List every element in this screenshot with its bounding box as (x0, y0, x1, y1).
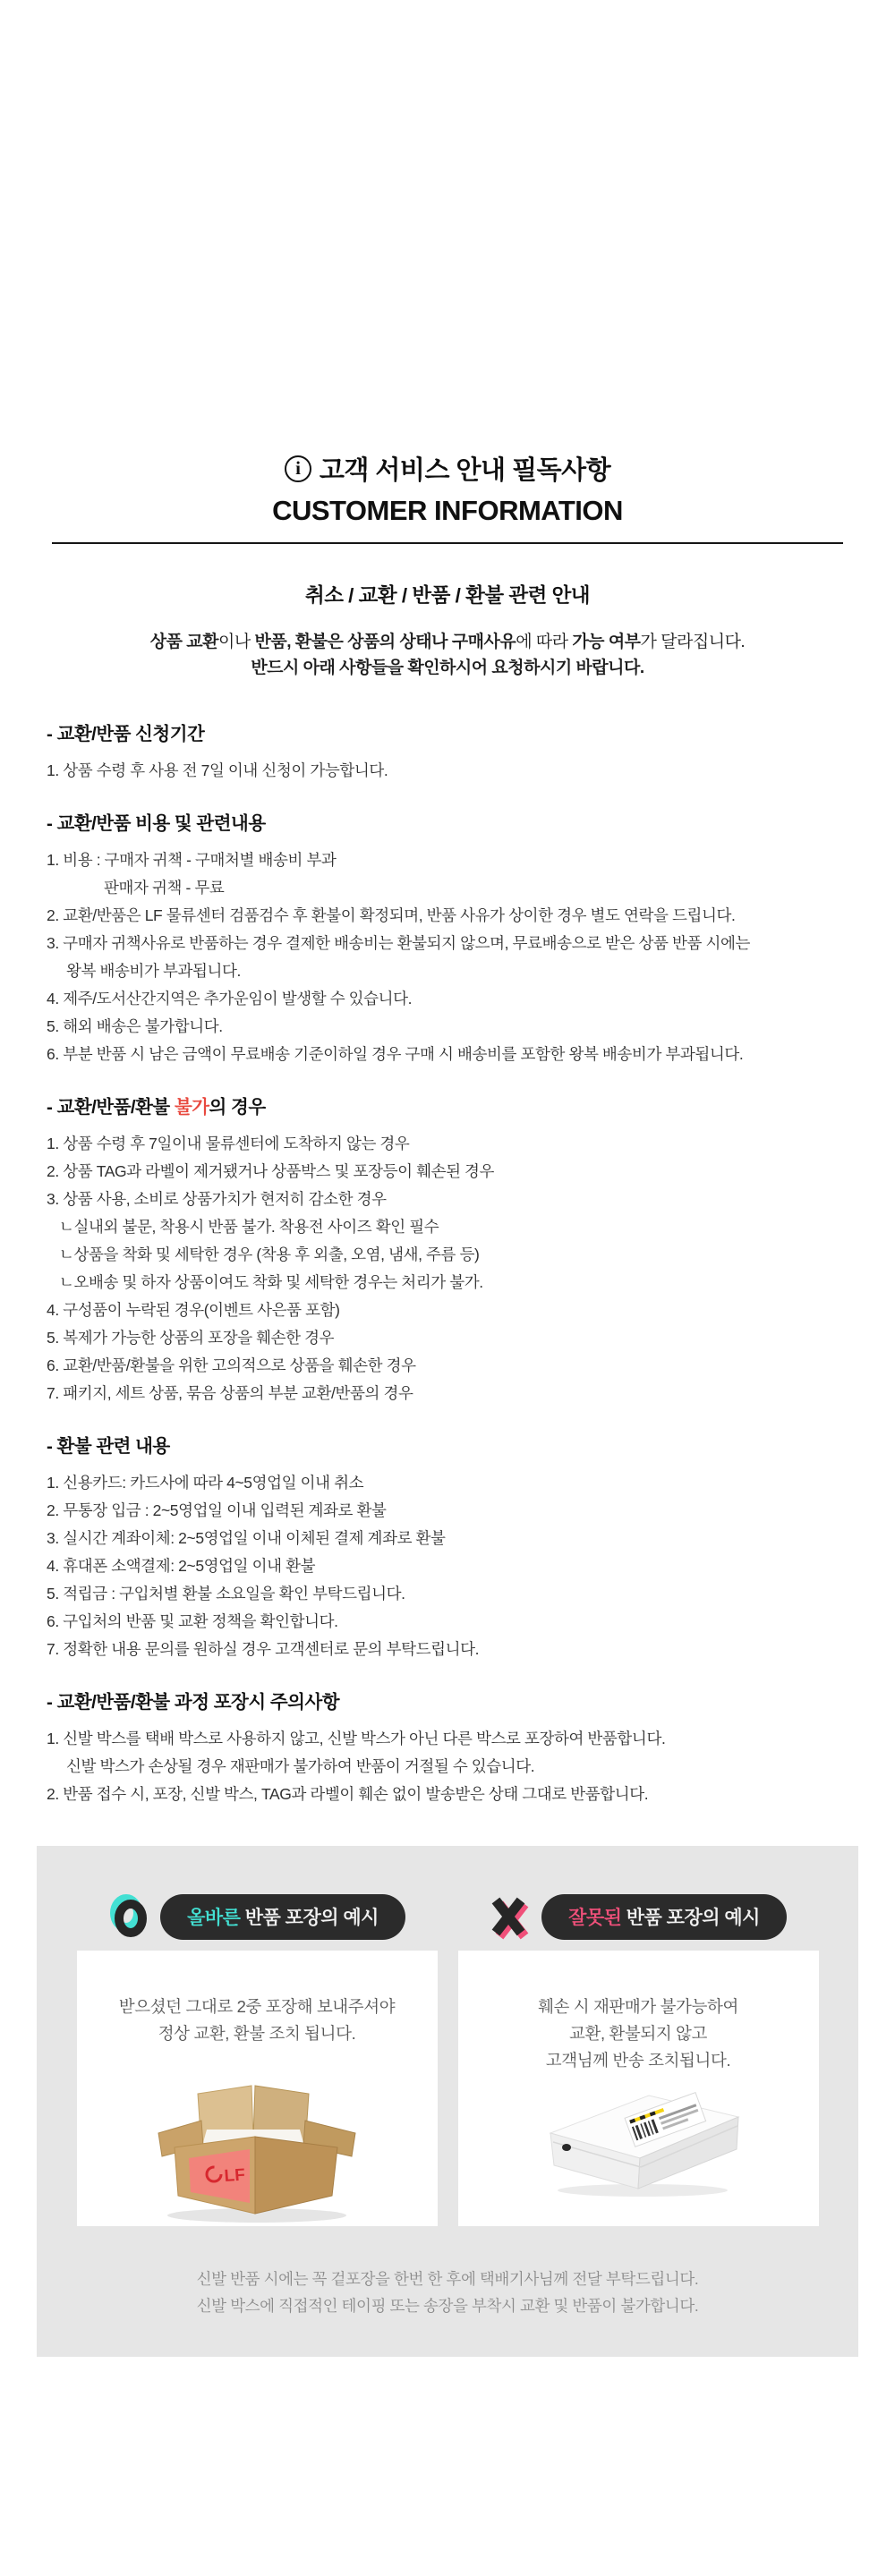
list-item: 3. 상품 사용, 소비로 상품가치가 현저히 감소한 경우 (47, 1190, 387, 1208)
header-divider (52, 542, 843, 544)
section-refund-info (47, 1431, 848, 1663)
page-header (0, 0, 895, 527)
bad-example-column (458, 1891, 819, 2226)
section-item-list (47, 757, 848, 785)
good-example-description (77, 1994, 438, 2076)
list-item: 4. 제주/도서산간지역은 추가운임이 발생할 수 있습니다. (47, 990, 413, 1007)
intro-text-segment: 반품, 환불은 상품의 상태나 구매사유 (254, 633, 516, 651)
description-line: 받으셨던 그대로 2중 포장해 보내주셔야 (118, 1997, 396, 2016)
badge-text: 반품 포장의 예시 (621, 1908, 760, 1928)
list-item: 2. 무통장 입금 : 2~5영업일 이내 입력된 계좌로 환불 (47, 1501, 387, 1519)
white-shoebox-image (513, 2083, 763, 2198)
section-item-list (47, 1469, 848, 1663)
page-subtitle: CUSTOMER INFORMATION (272, 495, 623, 526)
badge-highlight: 올바른 (187, 1908, 241, 1928)
good-example-panel (77, 1951, 438, 2226)
badge-highlight: 잘못된 (568, 1908, 622, 1928)
list-item: 2. 교환/반품은 LF 물류센터 검품검수 후 환불이 확정되며, 반품 사유가 상이한 경우 별도 연락을 드립니다. (47, 906, 736, 924)
intro-line-2: 반드시 아래 사항들을 확인하시어 요청하시기 바랍니다. (251, 659, 644, 677)
section-packing-caution (47, 1687, 848, 1808)
bad-example-badge (541, 1894, 787, 1940)
intro-line-1 (0, 629, 895, 655)
list-item: 7. 정확한 내용 문의를 원하실 경우 고객센터로 문의 부탁드립니다. (47, 1640, 480, 1658)
list-item: 5. 복제가 가능한 상품의 포장을 훼손한 경우 (47, 1329, 335, 1347)
section-item-list (47, 1725, 848, 1808)
list-item: 2. 상품 TAG과 라벨이 제거됐거나 상품박스 및 포장등이 훼손된 경우 (47, 1162, 495, 1180)
intro-heading: 취소 / 교환 / 반품 / 환불 관련 안내 (304, 584, 591, 607)
section-cost-details (47, 808, 848, 1068)
badge-text: 반품 포장의 예시 (240, 1908, 379, 1928)
bad-example-description (458, 1994, 819, 2076)
list-item: 3. 실시간 계좌이체: 2~5영업일 이내 이체된 결제 계좌로 환불 (47, 1529, 446, 1547)
list-item: 6. 부분 반품 시 남은 금액이 무료배송 기준이하일 경우 구매 시 배송비를 포함한 왕복 배송비가 부과됩니다. (47, 1045, 744, 1063)
description-line: 교환, 환불되지 않고 (569, 2024, 707, 2043)
good-example-header (77, 1891, 438, 1943)
section-heading: - 교환/반품/환불 과정 포장시 주의사항 (47, 1692, 340, 1713)
section-item-list (47, 1130, 848, 1407)
list-item: 신발 박스가 손상될 경우 재판매가 불가하여 반품이 거절될 수 있습니다. (66, 1757, 535, 1775)
list-item: 3. 구매자 귀책사유로 반품하는 경우 결제한 배송비는 환불되지 않으며, 무료배송으로 받은 상품 반품 시에는 (47, 934, 750, 952)
list-item: ㄴ상품을 착화 및 세탁한 경우 (착용 후 외출, 오염, 냄새, 주름 등) (59, 1245, 480, 1263)
open-cardboard-box-image (132, 2083, 382, 2224)
good-example-badge (160, 1894, 405, 1940)
heading-text: - 교환/반품/환불 (47, 1097, 175, 1118)
x-mark-icon (490, 1892, 531, 1941)
policy-content (47, 718, 848, 1808)
section-not-allowed (47, 1092, 848, 1407)
examples-footer-note (37, 2266, 858, 2319)
intro-text-segment: 가능 여부 (572, 633, 641, 651)
footer-line: 신발 반품 시에는 꼭 겉포장을 한번 한 후에 택배기사님께 전달 부탁드립니다. (196, 2270, 699, 2288)
heading-highlight-red: 불가 (174, 1097, 209, 1118)
intro-text-segment: 이나 (217, 633, 255, 651)
description-line: 고객님께 반송 조치됩니다. (545, 2051, 731, 2070)
list-item: 5. 적립금 : 구입처별 환불 소요일을 확인 부탁드립니다. (47, 1585, 405, 1603)
bad-example-panel (458, 1951, 819, 2226)
list-item: 6. 교환/반품/환불을 위한 고의적으로 상품을 훼손한 경우 (47, 1356, 416, 1374)
page-title-text: 고객 서비스 안내 필독사항 (319, 456, 611, 485)
packaging-examples-box (37, 1846, 858, 2357)
lf-logo: LF (223, 2165, 246, 2186)
list-item: 1. 비용 : 구매자 귀책 - 구매처별 배송비 부과 (47, 851, 337, 869)
list-item: 1. 상품 수령 후 7일이내 물류센터에 도착하지 않는 경우 (47, 1135, 410, 1152)
list-item: 1. 상품 수령 후 사용 전 7일 이내 신청이 가능합니다. (47, 761, 388, 779)
list-item: 판매자 귀책 - 무료 (104, 879, 225, 897)
info-circle-icon: i (285, 455, 311, 482)
list-item: 4. 구성품이 누락된 경우(이벤트 사은품 포함) (47, 1301, 340, 1319)
description-line: 정상 교환, 환불 조치 됩니다. (158, 2024, 356, 2043)
description-line: 훼손 시 재판매가 불가능하여 (538, 1997, 738, 2016)
o-circle-icon (108, 1892, 149, 1941)
footer-line: 신발 박스에 직접적인 테이핑 또는 송장을 부착시 교환 및 반품이 불가합니다. (196, 2297, 699, 2315)
intro-text-segment: 상품 교환 (149, 633, 218, 651)
intro-text-segment: 에 따라 (516, 633, 573, 651)
page-title (0, 450, 895, 487)
list-item: 7. 패키지, 세트 상품, 묶음 상품의 부분 교환/반품의 경우 (47, 1384, 413, 1402)
intro-text-segment: 가 달라집니다. (640, 633, 746, 651)
heading-text: 의 경우 (209, 1097, 266, 1118)
section-heading: - 교환/반품 신청기간 (47, 724, 205, 744)
bad-example-header (458, 1891, 819, 1943)
example-columns (37, 1891, 858, 2226)
list-item: ㄴ오배송 및 하자 상품이여도 착화 및 세탁한 경우는 처리가 불가. (59, 1273, 483, 1291)
section-request-period (47, 718, 848, 785)
section-heading (47, 1092, 848, 1118)
section-heading: - 환불 관련 내용 (47, 1436, 170, 1457)
list-item: 왕복 배송비가 부과됩니다. (66, 962, 241, 980)
list-item: 1. 신용카드: 카드사에 따라 4~5영업일 이내 취소 (47, 1474, 364, 1492)
section-heading: - 교환/반품 비용 및 관련내용 (47, 813, 266, 834)
good-example-column (77, 1891, 438, 2226)
list-item: 4. 휴대폰 소액결제: 2~5영업일 이내 환불 (47, 1557, 316, 1575)
list-item: 2. 반품 접수 시, 포장, 신발 박스, TAG과 라벨이 훼손 없이 발송받은 상태 그대로 반품합니다. (47, 1785, 649, 1803)
list-item: 1. 신발 박스를 택배 박스로 사용하지 않고, 신발 박스가 아닌 다른 박스로 포장하여 반품합니다. (47, 1730, 666, 1747)
list-item: 6. 구입처의 반품 및 교환 정책을 확인합니다. (47, 1612, 338, 1630)
intro-section (0, 580, 895, 681)
list-item: 5. 해외 배송은 불가합니다. (47, 1017, 223, 1035)
section-item-list (47, 846, 848, 1068)
list-item: ㄴ실내외 불문, 착용시 반품 불가. 착용전 사이즈 확인 필수 (59, 1218, 439, 1236)
